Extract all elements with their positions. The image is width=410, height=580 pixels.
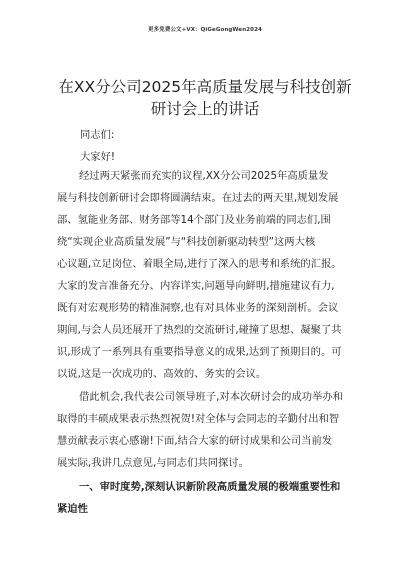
section-heading-line: 一、审时度势,深刻认识新阶段高质量发展的极端重要性和 (79, 481, 341, 493)
paragraph-line: 展与科技创新研讨会即将圆满结束。在过去的两天里,规划发展 (57, 192, 339, 204)
paragraph-line: 期间,与会人员还展开了热烈的交流研讨,碰撞了思想、凝聚了共 (57, 324, 342, 336)
paragraph-line: 部、氢能业务部、财务部等14个部门及业务前端的同志们,围 (57, 214, 331, 226)
paragraph-line: 大家的发言准备充分、内容详实,问题导向鲜明,措施建议有力, (57, 280, 335, 292)
document-title-line-1: 在XX分公司2025年高质量发展与科技创新 (58, 78, 352, 96)
document-title-line-2: 研讨会上的讲话 (150, 100, 260, 118)
paragraph-line: 既有对宏观形势的精准洞察,也有对具体业务的深刻剖析。会议 (57, 302, 339, 314)
paragraph-line: 借此机会,我代表公司领导班子,对本次研讨会的成功举办和 (79, 391, 343, 403)
salutation: 同志们: (80, 129, 115, 141)
section-heading-line: 紧迫性 (57, 503, 88, 515)
paragraph-line: 取得的丰硕成果表示热烈祝贺!对全体与会同志的辛勤付出和智 (57, 413, 340, 425)
paragraph-line: 识,形成了一系列具有重要指导意义的成果,达到了预期目的。可 (57, 346, 342, 358)
paragraph-line: 展实际,我讲几点意见,与同志们共同探讨。 (57, 457, 249, 469)
paragraph-1 (57, 165, 357, 385)
paragraph-line: 绕“实现企业高质量发展”与“科技创新驱动转型”这两大核 (57, 236, 316, 248)
paragraph-line: 慧贡献表示衷心感谢!下面,结合大家的研讨成果和公司当前发 (57, 435, 333, 447)
section-heading (57, 476, 357, 520)
greeting: 大家好! (80, 151, 116, 163)
paragraph-line: 经过两天紧张而充实的议程,XX分公司2025年高质量发 (79, 170, 329, 182)
paragraph-line: 以说,这是一次成功的、高效的、务实的会议。 (57, 368, 267, 380)
paragraph-line: 心议题,立足岗位、着眼全局,进行了深入的思考和系统的汇报。 (57, 258, 342, 270)
header-note: 更多免费公文+VX：QiGeGongWen2024 (148, 27, 262, 33)
paragraph-2 (57, 386, 357, 474)
